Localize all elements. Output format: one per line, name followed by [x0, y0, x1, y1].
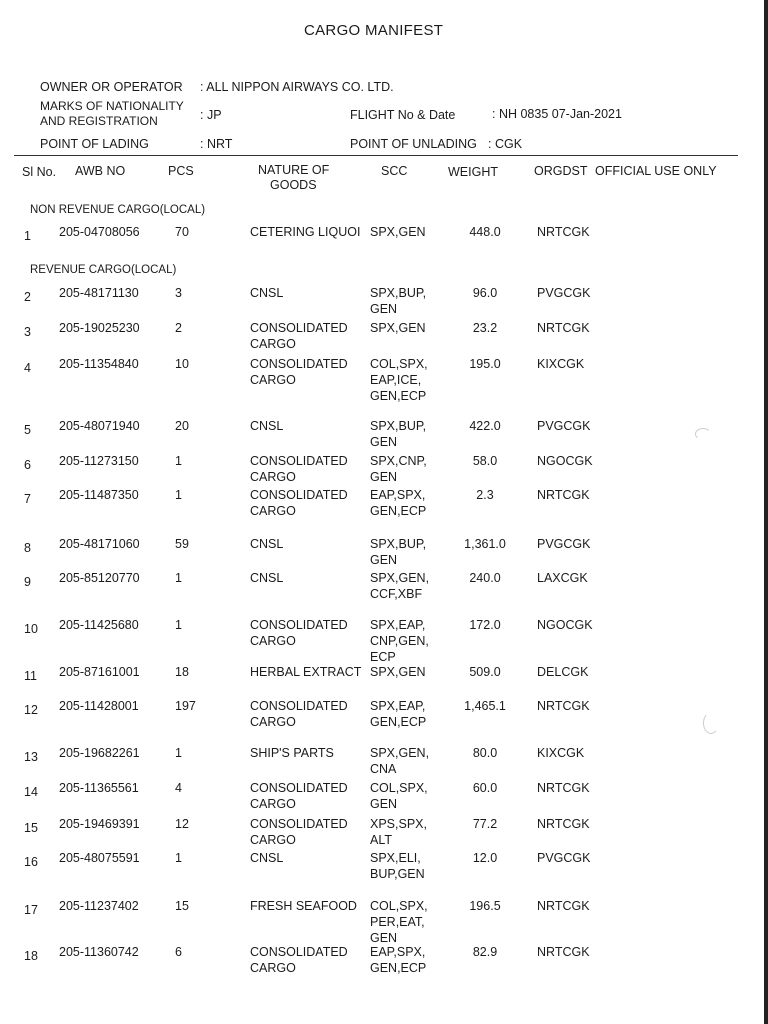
row-orgdst: KIXCGK: [537, 357, 585, 371]
row-scc: SPX,GEN: [370, 225, 426, 239]
row-sl-number: 9: [24, 575, 31, 589]
row-nature-of-goods: CONSOLIDATED: [250, 781, 348, 795]
row-weight: 195.0: [469, 357, 501, 371]
row-nature-of-goods: CONSOLIDATED: [250, 945, 348, 959]
row-orgdst: NGOCGK: [537, 454, 593, 468]
column-header-scc: SCC: [381, 164, 408, 178]
row-scc: SPX,BUP,: [370, 419, 427, 433]
row-nature-of-goods: CNSL: [250, 851, 284, 865]
row-scc: XPS,SPX,: [370, 817, 427, 831]
row-scc: SPX,EAP,: [370, 618, 426, 632]
row-sl-number: 4: [24, 361, 31, 375]
row-awb-number: 205-48075591: [59, 851, 140, 865]
column-header-official-use: OFFICIAL USE ONLY: [595, 164, 717, 178]
row-weight: 23.2: [472, 321, 498, 335]
row-nature-of-goods: CONSOLIDATED: [250, 699, 348, 713]
row-scc: SPX,EAP,: [370, 699, 426, 713]
unlading-label: POINT OF UNLADING: [350, 137, 477, 151]
row-scc: GEN,ECP: [370, 504, 427, 518]
row-sl-number: 7: [24, 492, 31, 506]
row-weight: 58.0: [472, 454, 498, 468]
row-scc: GEN: [370, 435, 398, 449]
row-scc: SPX,GEN: [370, 321, 426, 335]
row-orgdst: KIXCGK: [537, 746, 585, 760]
row-scc: PER,EAT,: [370, 915, 425, 929]
row-scc: BUP,GEN: [370, 867, 425, 881]
row-weight: 12.0: [472, 851, 498, 865]
row-weight: 2.3: [476, 488, 494, 502]
flight-label: FLIGHT No & Date: [350, 108, 456, 122]
row-awb-number: 205-04708056: [59, 225, 140, 239]
row-weight: 1,465.1: [464, 699, 506, 713]
row-pcs: 4: [175, 781, 182, 795]
row-scc: CNA: [370, 762, 397, 776]
row-weight: 80.0: [472, 746, 498, 760]
row-weight: 240.0: [469, 571, 501, 585]
column-header-sl: Sl No.: [22, 165, 57, 179]
row-pcs: 12: [175, 817, 189, 831]
row-orgdst: PVGCGK: [537, 286, 591, 300]
row-weight: 422.0: [469, 419, 501, 433]
row-sl-number: 17: [24, 903, 38, 917]
row-pcs: 2: [175, 321, 182, 335]
row-scc: COL,SPX,: [370, 899, 428, 913]
row-awb-number: 205-11273150: [59, 454, 139, 468]
row-pcs: 3: [175, 286, 182, 300]
row-weight: 509.0: [469, 665, 501, 679]
row-scc: SPX,ELI,: [370, 851, 421, 865]
row-awb-number: 205-19469391: [59, 817, 140, 831]
row-awb-number: 205-85120770: [59, 571, 140, 585]
row-nature-of-goods: CONSOLIDATED: [250, 817, 348, 831]
scan-mark: [695, 428, 711, 440]
row-weight: 1,361.0: [464, 537, 506, 551]
row-scc: SPX,CNP,: [370, 454, 427, 468]
row-orgdst: PVGCGK: [537, 851, 591, 865]
row-scc: GEN: [370, 470, 398, 484]
row-sl-number: 8: [24, 541, 31, 555]
row-pcs: 1: [175, 488, 182, 502]
row-sl-number: 12: [24, 703, 38, 717]
row-nature-of-goods: CONSOLIDATED: [250, 454, 348, 468]
row-scc: SPX,GEN,: [370, 746, 430, 760]
row-nature-of-goods: FRESH SEAFOOD: [250, 899, 357, 913]
row-scc: EAP,SPX,: [370, 945, 426, 959]
row-awb-number: 205-48071940: [59, 419, 140, 433]
row-nature-of-goods: CARGO: [250, 797, 296, 811]
row-scc: SPX,BUP,: [370, 537, 427, 551]
row-sl-number: 10: [24, 622, 38, 636]
row-awb-number: 205-11425680: [59, 618, 139, 632]
row-orgdst: NRTCGK: [537, 899, 590, 913]
row-pcs: 6: [175, 945, 182, 959]
row-awb-number: 205-48171130: [59, 286, 139, 300]
row-weight: 82.9: [472, 945, 498, 959]
row-weight: 196.5: [469, 899, 501, 913]
row-scc: SPX,GEN,: [370, 571, 430, 585]
row-scc: ALT: [370, 833, 392, 847]
row-scc: GEN: [370, 302, 398, 316]
row-awb-number: 205-11487350: [59, 488, 139, 502]
row-sl-number: 15: [24, 821, 38, 835]
lading-label: POINT OF LADING: [40, 137, 149, 151]
column-header-nature-line2: GOODS: [270, 178, 317, 192]
row-orgdst: NRTCGK: [537, 817, 590, 831]
row-orgdst: DELCGK: [537, 665, 589, 679]
row-scc: GEN,ECP: [370, 961, 427, 975]
row-pcs: 20: [175, 419, 189, 433]
row-scc: ECP: [370, 650, 396, 664]
row-awb-number: 205-11354840: [59, 357, 139, 371]
row-nature-of-goods: CARGO: [250, 504, 296, 518]
row-nature-of-goods: CARGO: [250, 470, 296, 484]
row-scc: GEN: [370, 931, 398, 945]
row-scc: CCF,XBF: [370, 587, 423, 601]
row-nature-of-goods: HERBAL EXTRACT: [250, 665, 362, 679]
section-label-non-revenue: NON REVENUE CARGO(LOCAL): [30, 204, 206, 216]
row-awb-number: 205-87161001: [59, 665, 140, 679]
row-pcs: 197: [175, 699, 196, 713]
row-nature-of-goods: CNSL: [250, 419, 284, 433]
row-orgdst: PVGCGK: [537, 419, 591, 433]
row-sl-number: 16: [24, 855, 38, 869]
row-sl-number: 14: [24, 785, 38, 799]
row-nature-of-goods: CNSL: [250, 537, 284, 551]
row-scc: SPX,GEN: [370, 665, 426, 679]
row-nature-of-goods: CONSOLIDATED: [250, 618, 348, 632]
scan-edge: [764, 0, 768, 1024]
scan-mark: [703, 712, 719, 734]
row-scc: EAP,ICE,: [370, 373, 422, 387]
unlading-value: : CGK: [488, 137, 523, 151]
row-pcs: 59: [175, 537, 189, 551]
row-nature-of-goods: CARGO: [250, 373, 296, 387]
header-divider: [14, 155, 738, 156]
row-nature-of-goods: CONSOLIDATED: [250, 357, 348, 371]
row-pcs: 1: [175, 851, 182, 865]
row-nature-of-goods: CARGO: [250, 337, 296, 351]
row-nature-of-goods: CARGO: [250, 715, 296, 729]
owner-label: OWNER OR OPERATOR: [40, 80, 183, 94]
row-awb-number: 205-11365561: [59, 781, 139, 795]
row-weight: 448.0: [469, 225, 501, 239]
row-pcs: 1: [175, 571, 182, 585]
row-sl-number: 3: [24, 325, 31, 339]
row-orgdst: NRTCGK: [537, 945, 590, 959]
row-nature-of-goods: CNSL: [250, 571, 284, 585]
column-header-nature-line1: NATURE OF: [258, 163, 330, 177]
row-sl-number: 11: [24, 669, 37, 683]
row-orgdst: NRTCGK: [537, 781, 590, 795]
row-pcs: 1: [175, 454, 182, 468]
document-title: CARGO MANIFEST: [304, 22, 444, 39]
row-awb-number: 205-11360742: [59, 945, 139, 959]
row-scc: GEN,ECP: [370, 389, 427, 403]
row-orgdst: NRTCGK: [537, 225, 590, 239]
row-awb-number: 205-48171060: [59, 537, 140, 551]
column-header-orgdst: ORGDST: [534, 164, 588, 178]
row-nature-of-goods: CONSOLIDATED: [250, 321, 348, 335]
lading-value: : NRT: [200, 137, 233, 151]
nationality-value: : JP: [200, 108, 222, 122]
row-weight: 96.0: [472, 286, 498, 300]
row-awb-number: 205-11428001: [59, 699, 139, 713]
row-sl-number: 6: [24, 458, 31, 472]
row-sl-number: 13: [24, 750, 38, 764]
section-label-revenue: REVENUE CARGO(LOCAL): [30, 264, 177, 276]
row-orgdst: NRTCGK: [537, 321, 590, 335]
row-awb-number: 205-19682261: [59, 746, 140, 760]
row-awb-number: 205-19025230: [59, 321, 140, 335]
row-awb-number: 205-11237402: [59, 899, 139, 913]
row-orgdst: NRTCGK: [537, 488, 590, 502]
row-pcs: 18: [175, 665, 189, 679]
row-weight: 77.2: [472, 817, 498, 831]
row-nature-of-goods: SHIP'S PARTS: [250, 746, 334, 760]
row-scc: GEN: [370, 797, 398, 811]
row-scc: GEN,ECP: [370, 715, 427, 729]
row-pcs: 70: [175, 225, 189, 239]
nationality-label-line2: AND REGISTRATION: [40, 114, 158, 128]
row-sl-number: 18: [24, 949, 38, 963]
row-scc: GEN: [370, 553, 398, 567]
row-sl-number: 2: [24, 290, 31, 304]
row-scc: CNP,GEN,: [370, 634, 429, 648]
column-header-pcs: PCS: [168, 164, 194, 178]
row-orgdst: PVGCGK: [537, 537, 591, 551]
row-pcs: 10: [175, 357, 189, 371]
row-weight: 172.0: [469, 618, 501, 632]
owner-value: : ALL NIPPON AIRWAYS CO. LTD.: [200, 80, 394, 94]
row-nature-of-goods: CARGO: [250, 634, 296, 648]
row-nature-of-goods: CARGO: [250, 961, 296, 975]
flight-value: : NH 0835 07-Jan-2021: [492, 107, 622, 121]
row-orgdst: LAXCGK: [537, 571, 588, 585]
row-pcs: 1: [175, 618, 182, 632]
column-header-weight: WEIGHT: [448, 165, 498, 179]
row-weight: 60.0: [472, 781, 498, 795]
row-pcs: 1: [175, 746, 182, 760]
row-orgdst: NGOCGK: [537, 618, 593, 632]
row-nature-of-goods: CONSOLIDATED: [250, 488, 348, 502]
column-header-awb: AWB NO: [75, 164, 126, 178]
row-sl-number: 1: [24, 229, 31, 243]
row-pcs: 15: [175, 899, 189, 913]
row-scc: EAP,SPX,: [370, 488, 426, 502]
row-orgdst: NRTCGK: [537, 699, 590, 713]
row-nature-of-goods: CNSL: [250, 286, 284, 300]
row-scc: COL,SPX,: [370, 357, 428, 371]
row-scc: COL,SPX,: [370, 781, 428, 795]
row-nature-of-goods: CETERING LIQUOI: [250, 225, 361, 239]
nationality-label-line1: MARKS OF NATIONALITY: [40, 99, 184, 113]
row-sl-number: 5: [24, 423, 31, 437]
row-scc: SPX,BUP,: [370, 286, 427, 300]
row-nature-of-goods: CARGO: [250, 833, 296, 847]
